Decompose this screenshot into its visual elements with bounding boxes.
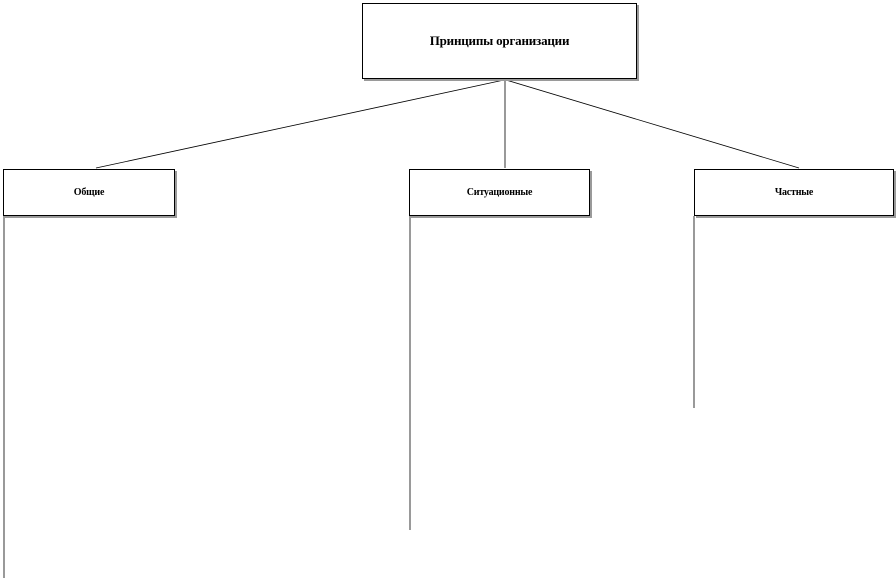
connector-root-particular: [506, 80, 799, 168]
child-node-situational: [409, 169, 590, 216]
child-node-general-label: Общие: [73, 187, 105, 198]
root-node: [362, 3, 637, 79]
connector-root-general: [96, 80, 504, 168]
child-node-situational-label: Ситуационные: [466, 187, 533, 198]
child-node-general: [3, 169, 175, 216]
root-node-label: Принципы организации: [429, 33, 570, 48]
child-node-particular-label: Частные: [774, 187, 814, 198]
child-node-particular: [694, 169, 894, 216]
